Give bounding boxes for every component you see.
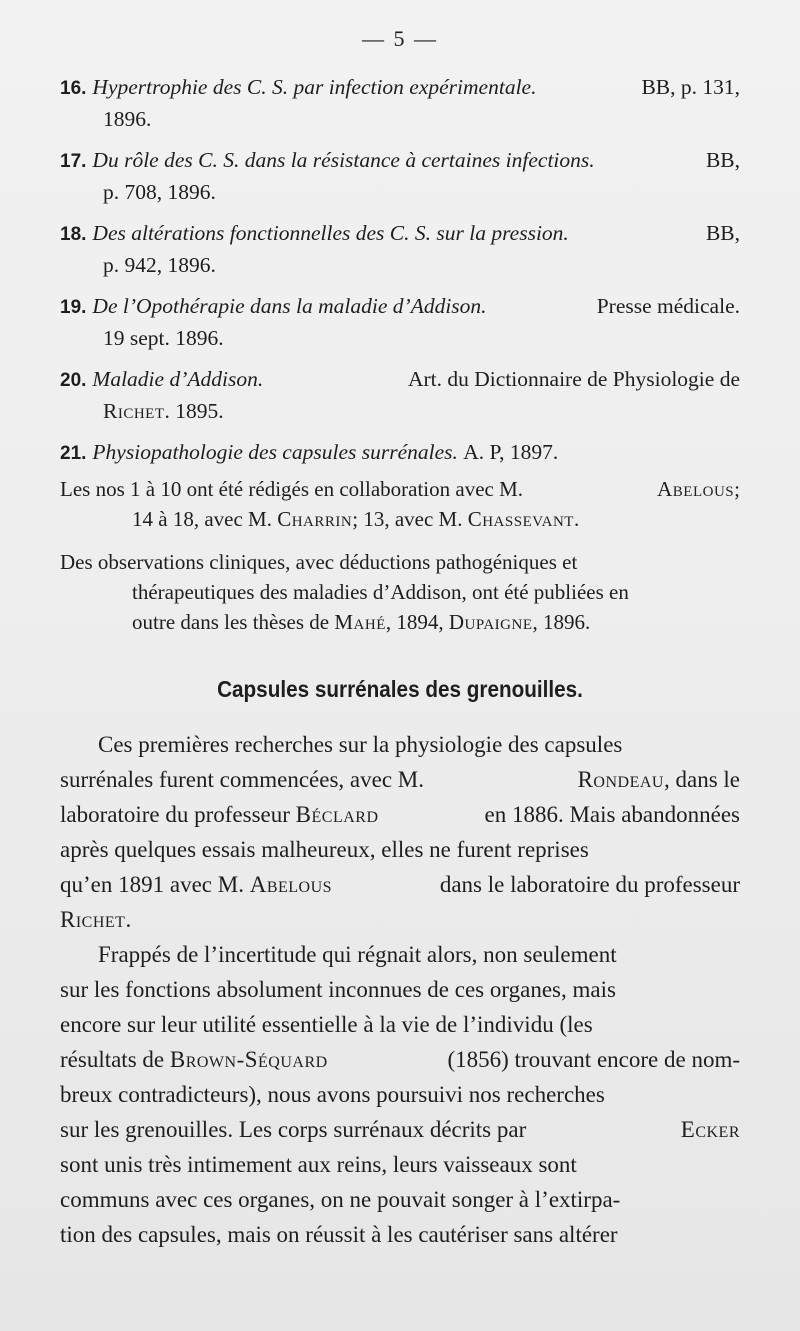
text-span: . [125, 907, 132, 932]
entry-number: 20. [60, 370, 87, 391]
text-line: Ces premières recherches sur la physiologie des capsules [98, 732, 623, 757]
bibliography-entry-21 [60, 437, 740, 469]
text-line: Frappés de l’incertitude qui régnait alors, non seulement [98, 942, 617, 967]
author-name: Chassevant [467, 507, 574, 531]
text-line: après quelques essais malheureux, elles ne furent reprises [60, 837, 589, 862]
text-span: en 1886. Mais abandonnées [484, 802, 740, 827]
entry-number: 17. [60, 151, 87, 172]
observations-note [60, 547, 740, 637]
page-number: — 5 — [362, 26, 438, 51]
text-line: sont unis très intimement aux reins, leurs vaisseaux sont [60, 1152, 577, 1177]
author-name: Abelous [249, 872, 333, 897]
note-text: ; 13, avec M. [352, 507, 463, 531]
note-punct: ; [734, 477, 740, 501]
text-span: résultats de [60, 1047, 165, 1072]
bibliography-entry-18 [60, 218, 740, 281]
collaboration-note [60, 474, 740, 534]
entry-continuation: 19 sept. 1896. [103, 326, 224, 350]
note-line: thérapeutiques des maladies d’Addison, ont été publiées en [132, 580, 629, 604]
bibliography-list [60, 72, 740, 479]
note-line: Des observations cliniques, avec déductions pathogéniques et [60, 550, 578, 574]
entry-reference: Presse médicale. [596, 294, 740, 318]
note-text: , 1894, [385, 610, 444, 634]
paragraph-2 [60, 937, 740, 1252]
entry-number: 21. [60, 443, 87, 464]
text-span: , dans le [663, 767, 740, 792]
text-line: breux contradicteurs), nous avons poursuivi nos recherches [60, 1082, 605, 1107]
note-punct: . [573, 507, 580, 531]
entry-reference: BB, [705, 221, 740, 245]
author-name: Rondeau [577, 767, 664, 792]
entry-continuation: 1896. [103, 107, 152, 131]
text-span: qu’en 1891 avec M. [60, 872, 244, 897]
entry-title: De l’Opothérapie dans la maladie d’Addison. [92, 294, 487, 318]
entry-reference: A. P, 1897. [463, 440, 559, 464]
paragraph-1 [60, 727, 740, 937]
text-span: laboratoire du professeur [60, 802, 290, 827]
text-line: sur les fonctions absolument inconnues de ces organes, mais [60, 977, 616, 1002]
note-text: Les nos 1 à 10 ont été rédigés en collaboration avec M. [60, 477, 524, 501]
entry-number: 18. [60, 224, 87, 245]
bibliography-entry-20 [60, 364, 740, 427]
entry-number: 19. [60, 297, 87, 318]
author-name: Dupaigne [448, 610, 533, 634]
text-span: dans le laboratoire du professeur [439, 872, 740, 897]
text-span: surrénales furent commencées, avec M. [60, 767, 425, 792]
text-line: encore sur leur utilité essentielle à la vie de l’individu (les [60, 1012, 593, 1037]
entry-title: Du rôle des C. S. dans la résistance à certaines infections. [92, 148, 595, 172]
entry-title: Physiopathologie des capsules surrénales. [92, 440, 458, 464]
entry-title: Maladie d’Addison. [92, 367, 264, 391]
author-name: Abelous [657, 477, 735, 501]
author-name: Richet [103, 399, 165, 423]
bibliography-entry-16 [60, 72, 740, 135]
note-text: 14 à 18, avec M. [132, 507, 272, 531]
text-line: tion des capsules, mais on réussit à les cautériser sans altérer [60, 1222, 618, 1247]
author-name: Mahé [334, 610, 386, 634]
entry-reference: BB, [705, 148, 740, 172]
bibliography-entry-19 [60, 291, 740, 354]
section-heading: Capsules surrénales des grenouilles. [217, 676, 583, 702]
entry-number: 16. [60, 78, 87, 99]
author-name: Béclard [295, 802, 379, 827]
bibliography-entry-17 [60, 145, 740, 208]
text-line: communs avec ces organes, on ne pouvait songer à l’extirpa- [60, 1187, 621, 1212]
entry-title: Des altérations fonctionnelles des C. S. sur la pression. [92, 221, 569, 245]
entry-continuation: p. 708, 1896. [103, 180, 216, 204]
entry-continuation: p. 942, 1896. [103, 253, 216, 277]
entry-reference: Art. du Dictionnaire de Physiologie de [408, 367, 740, 391]
entry-continuation: . 1895. [164, 399, 224, 423]
text-span: (1856) trouvant encore de nom- [447, 1047, 740, 1072]
note-text: outre dans les thèses de [132, 610, 330, 634]
note-text: , 1896. [532, 610, 591, 634]
entry-title: Hypertrophie des C. S. par infection expérimentale. [92, 75, 537, 99]
author-name: Brown-Séquard [169, 1047, 328, 1072]
entry-reference: BB, p. 131, [641, 75, 740, 99]
author-name: Charrin [277, 507, 353, 531]
author-name: Ecker [680, 1117, 740, 1142]
text-span: sur les grenouilles. Les corps surrénaux décrits par [60, 1117, 527, 1142]
author-name: Richet [60, 907, 126, 932]
